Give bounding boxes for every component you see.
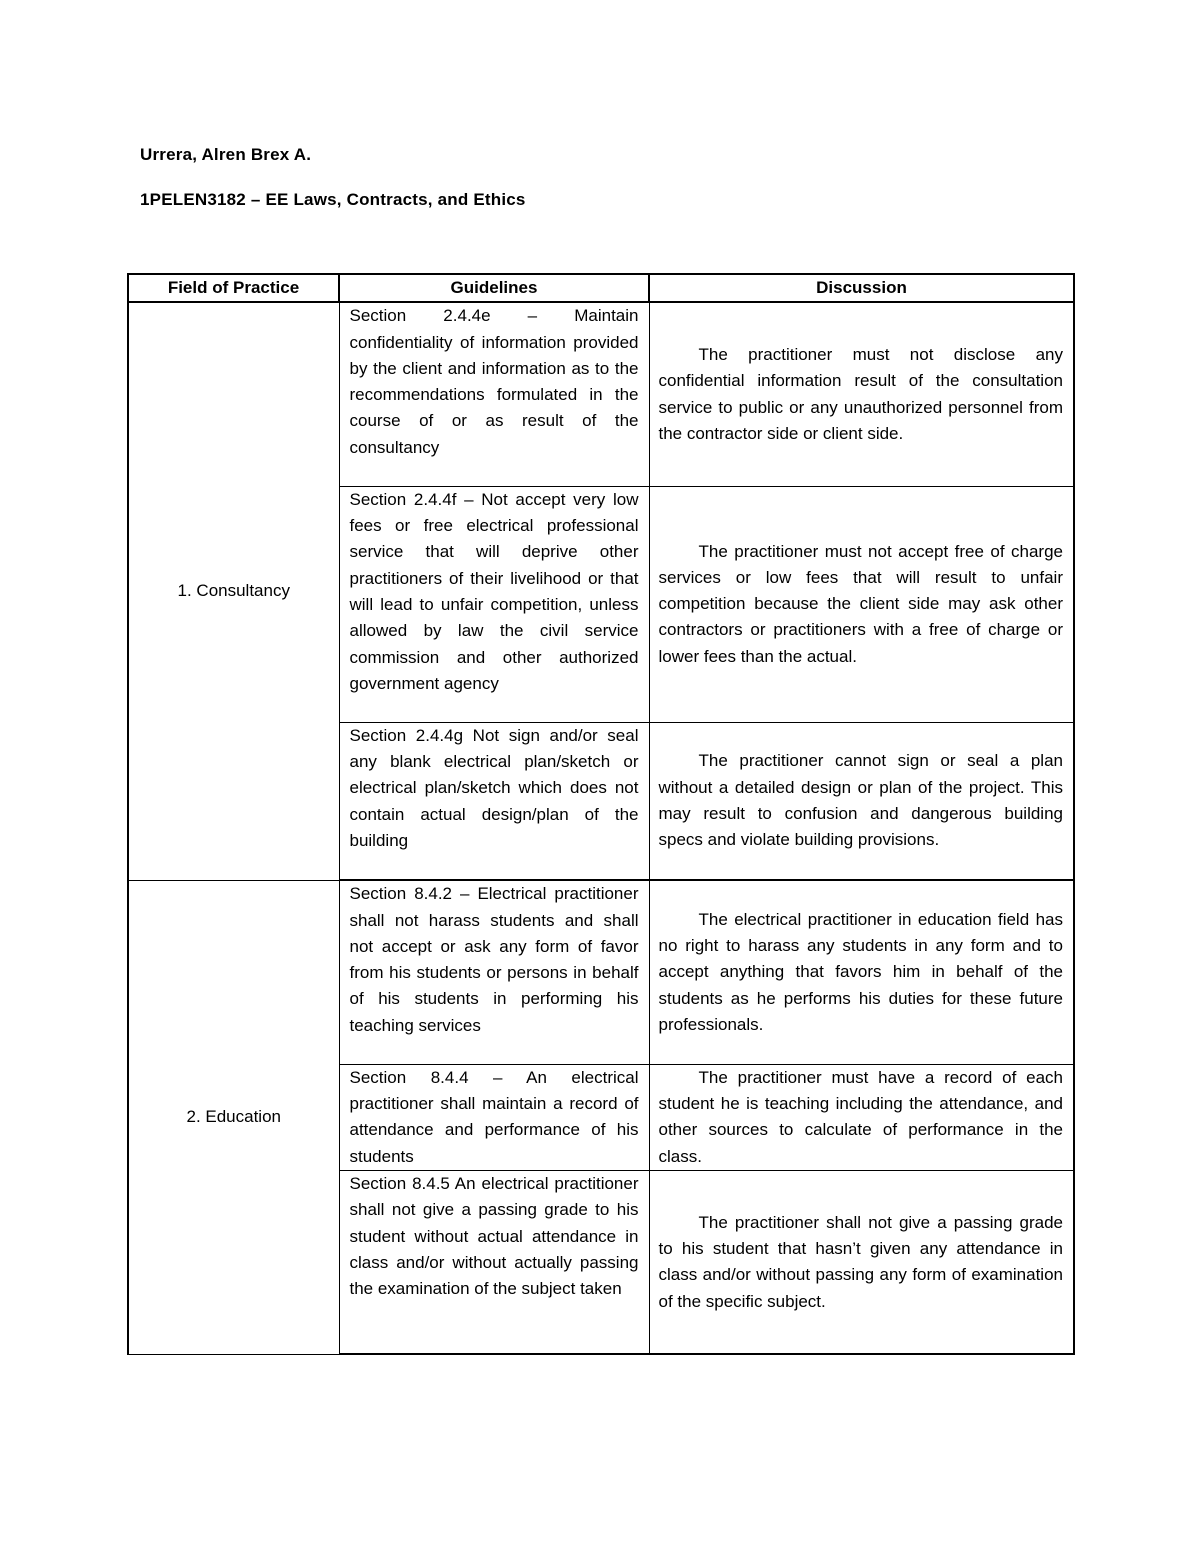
course-title: 1PELEN3182 – EE Laws, Contracts, and Ethics — [140, 190, 526, 209]
discussion-cell — [649, 880, 1074, 1064]
table-header-row — [128, 274, 1074, 302]
discussion-text: The electrical practitioner in education field has no right to harass any students in any form and to accept anything that favors him in behalf of the students as he performs his duties for these future professionals. — [658, 909, 1063, 1034]
table-row — [128, 302, 1074, 486]
student-name: Urrera, Alren Brex A. — [140, 145, 312, 164]
discussion-cell — [649, 1170, 1074, 1354]
guideline-cell: Section 2.4.4f – Not accept very low fees or free electrical professional service that will deprive other practitioners of their livelihood or that will lead to unfair competition, unless allowed by law the civil service commission and other authorized government agency — [339, 486, 649, 722]
field-education: 2. Education — [128, 880, 339, 1354]
discussion-text: The practitioner must have a record of each student he is teaching including the attendance, and other sources to calculate of performance in the class. — [658, 1067, 1063, 1166]
discussion-text: The practitioner shall not give a passing grade to his student that hasn’t given any attendance in class and/or without passing any form of examination of the specific subject. — [658, 1212, 1063, 1311]
discussion-cell — [649, 722, 1074, 880]
discussion-text: The practitioner cannot sign or seal a plan without a detailed design or plan of the project. This may result to confusion and dangerous building specs and violate building provisions. — [658, 751, 1063, 850]
field-consultancy: 1. Consultancy — [128, 302, 339, 880]
discussion-text: The practitioner must not accept free of charge services or low fees that will result to unfair competition because the client side may ask other contractors or practitioners with a free of charge or lower fees than the actual. — [658, 541, 1063, 666]
discussion-text: The practitioner must not disclose any confidential information result of the consultation service to public or any unauthorized personnel from the contractor side or client side. — [658, 344, 1063, 443]
table-row — [128, 880, 1074, 1064]
guideline-cell: Section 2.4.4e – Maintain confidentiality of information provided by the client and information as to the recommendations formulated in the course of or as result of the consultancy — [339, 302, 649, 486]
guideline-cell: Section 8.4.5 An electrical practitioner shall not give a passing grade to his student without actual attendance in class and/or without actually passing the examination of the subject taken — [339, 1170, 649, 1354]
discussion-cell — [649, 1064, 1074, 1170]
discussion-cell — [649, 302, 1074, 486]
header-field-of-practice: Field of Practice — [128, 274, 339, 302]
guideline-cell: Section 2.4.4g Not sign and/or seal any blank electrical plan/sketch or electrical plan/sketch which does not contain actual design/plan of the building — [339, 722, 649, 880]
header-discussion: Discussion — [649, 274, 1074, 302]
header-guidelines: Guidelines — [339, 274, 649, 302]
discussion-cell — [649, 486, 1074, 722]
practice-table — [127, 273, 1075, 1355]
guideline-cell: Section 8.4.2 – Electrical practitioner shall not harass students and shall not accept or ask any form of favor from his students or persons in behalf of his students in performing his teaching services — [339, 880, 649, 1064]
guideline-cell: Section 8.4.4 – An electrical practitioner shall maintain a record of attendance and performance of his students — [339, 1064, 649, 1170]
